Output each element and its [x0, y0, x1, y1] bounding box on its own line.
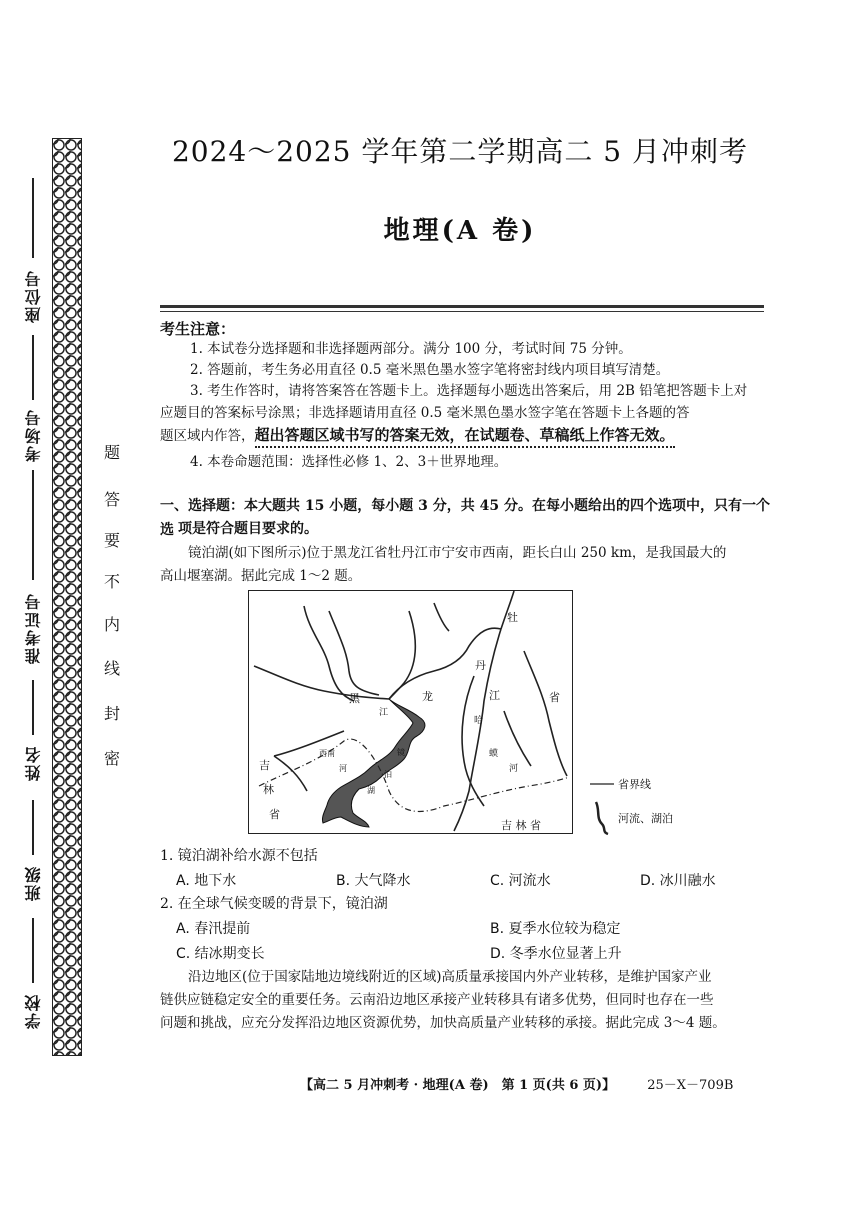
map-label: 泊: [384, 770, 392, 779]
map-label: 省: [269, 808, 280, 821]
exam-room-label: 考场号: [24, 408, 43, 462]
map-label: 林: [263, 783, 274, 796]
page-title: 2024～2025 学年第二学期高二 5 月冲刺考: [171, 135, 749, 168]
map-label: 江: [379, 708, 389, 718]
river-legend-icon: [590, 800, 614, 836]
name-field: [18, 680, 50, 790]
map-label: 江: [489, 689, 500, 702]
section-heading-continued: 项是符合题目要求的。: [178, 521, 318, 537]
seal-char: 要: [103, 531, 120, 550]
divider: [160, 311, 764, 312]
exam-room-field: [18, 335, 50, 460]
notice-item-continued: [160, 424, 780, 447]
map-legend: [590, 776, 710, 838]
notice-item: 4. 本卷命题范围：选择性必修 1、2、3＋世界地理。: [190, 454, 508, 470]
name-label: 姓名: [24, 745, 43, 781]
seal-char: 答: [103, 490, 120, 509]
class-label: 班级: [24, 865, 43, 901]
map-label: 蟆: [489, 749, 499, 759]
border-legend-icon: [590, 780, 614, 788]
option-c: C. 河流水: [490, 873, 551, 889]
option-b: B. 夏季水位较为稳定: [490, 921, 621, 937]
notice-item-continued: 应题目的答案标号涂黑；非选择题请用直径 0.5 毫米黑色墨水签字笔在答题卡上各题的答: [160, 405, 690, 421]
map-label: 河: [509, 764, 519, 774]
admission-number-label: 准考证号: [24, 592, 43, 664]
map-label: 哈: [474, 716, 484, 726]
option-d: D. 冬季水位显著上升: [490, 946, 622, 962]
school-label: 学校: [24, 993, 43, 1029]
notice-item: 3. 考生作答时，请将答案答在答题卡上。选择题每小题选出答案后，用 2B 铅笔把答题卡上对: [190, 383, 748, 399]
footer-code: 25－X－709B: [647, 1078, 734, 1093]
passage-text: 镜泊湖(如下图所示)位于黑龙江省牡丹江市宁安市西南，距长白山 250 km，是我国最大的: [188, 545, 727, 561]
passage-text: 链供应链稳定安全的重要任务。云南沿边地区承接产业转移具有诸多优势，但同时也存在一些: [160, 992, 714, 1008]
admission-number-field: [18, 470, 50, 670]
option-b: B. 大气降水: [336, 873, 411, 889]
jingpo-lake-map: [248, 590, 573, 834]
map-label: 黑: [349, 692, 360, 705]
legend-river-label: 河流、湖泊: [618, 812, 673, 825]
notice-heading: 考生注意：: [160, 320, 236, 338]
passage-text: 沿边地区(位于国家陆地边境线附近的区域)高质量承接国内外产业转移，是维护国家产业: [188, 969, 712, 985]
page-subtitle: 地理(A 卷): [383, 216, 537, 246]
page-footer: [300, 1074, 770, 1093]
divider: [160, 305, 764, 308]
option-d: D. 冰川融水: [640, 873, 716, 889]
school-field: [18, 918, 50, 1028]
notice-item: 2. 答题前，考生务必用直径 0.5 毫米黑色墨水签字笔将密封线内项目填写清楚。: [190, 362, 670, 378]
map-svg: [249, 591, 571, 832]
seal-char: 不: [103, 572, 120, 591]
seal-char: 线: [103, 659, 120, 678]
notice-item: 1. 本试卷分选择题和非选择题两部分。满分 100 分，考试时间 75 分钟。: [190, 341, 632, 357]
map-label: 吉: [259, 759, 270, 772]
notice-emphasis: 超出答题区域书写的答案无效，在试题卷、草稿纸上作答无效。: [255, 426, 675, 448]
option-a: A. 春汛提前: [176, 921, 251, 937]
seal-char: 封: [103, 704, 120, 723]
map-label: 镜: [397, 748, 405, 757]
legend-border-label: 省界线: [618, 778, 651, 791]
passage-text: 问题和挑战，应充分发挥沿边地区资源优势，加快高质量产业转移的承接。据此完成 3～4 题。: [160, 1015, 726, 1031]
question-stem: 2. 在全球气候变暖的背景下，镜泊湖: [160, 896, 388, 912]
map-label: 湖: [367, 786, 375, 795]
map-label: 丹: [475, 659, 486, 672]
class-field: [18, 800, 50, 910]
notice-text: 题区域内作答，: [160, 428, 255, 444]
seat-number-label: 座位号: [24, 269, 43, 323]
map-label: 牡: [507, 611, 518, 624]
passage-text: 高山堰塞湖。据此完成 1～2 题。: [160, 568, 362, 584]
seal-char: 内: [103, 615, 120, 634]
map-label: 龙: [422, 690, 433, 703]
map-label: 西南: [319, 749, 335, 758]
seat-number-field: [18, 178, 50, 328]
option-a: A. 地下水: [176, 873, 237, 889]
map-label: 省: [549, 691, 560, 704]
seal-char: 题: [103, 443, 120, 462]
question-stem: 1. 镜泊湖补给水源不包括: [160, 848, 318, 864]
map-label: 河: [339, 764, 347, 773]
seal-char: 密: [103, 749, 120, 768]
map-label: 吉 林 省: [501, 819, 541, 832]
footer-info: 【高二 5 月冲刺考 · 地理(A 卷) 第 1 页(共 6 页)】: [300, 1078, 616, 1093]
binding-pattern-strip: [52, 138, 82, 1056]
option-c: C. 结冰期变长: [176, 946, 265, 962]
section-heading: 一、选择题：本大题共 15 小题，每小题 3 分，共 45 分。在每小题给出的四个选项中，只有一个选: [160, 498, 770, 538]
